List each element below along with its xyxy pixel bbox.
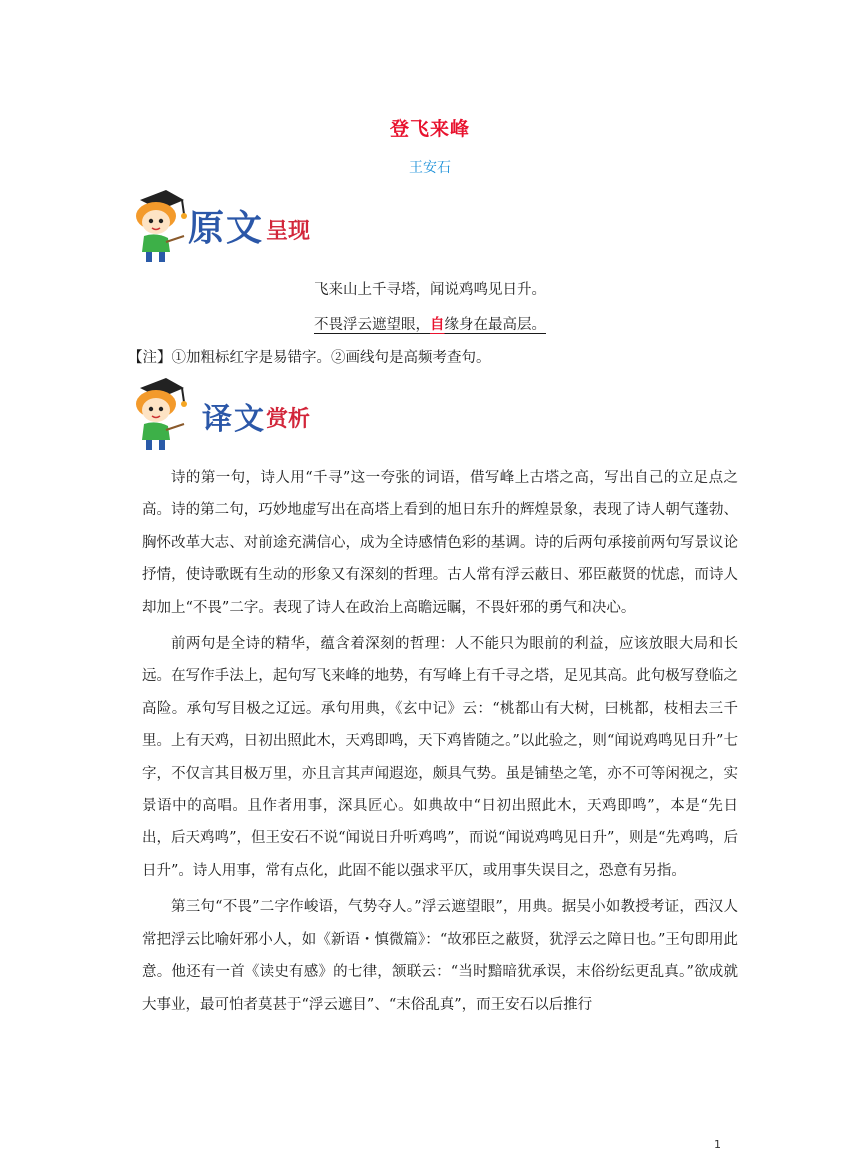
poem-line-1: 飞来山上千寻塔，闻说鸡鸣见日升。	[314, 282, 546, 298]
annotation-note: 【注】①加粗标红字是易错字。②画线句是高频考查句。	[128, 350, 491, 366]
paragraph: 第三句“不畏”二字作峻语，气势夺人。”浮云遮望眼”，用典。据吴小如教授考证，西汉人常把浮云比喻奸邪小人，如《新语・慎微篇》：“故邪臣之蔽贤，犹浮云之障日也。”王句即用此意。他还有一首《读史有感》的七律，颔联云：“当时黯暗犹承误，末俗纷纭更乱真。”欲成就大事业，最可怕者莫甚于“浮云遮目”、“末俗乱真”，而王安石以后推行	[142, 899, 738, 1013]
poem-line-2	[0, 313, 860, 334]
section-title-small: 呈现	[266, 218, 311, 244]
poem-error-prone-char: 自	[430, 316, 445, 333]
cartoon-student-icon	[126, 374, 190, 454]
page-number: 1	[714, 1138, 721, 1151]
section-banner-translation	[126, 374, 346, 454]
cartoon-student-icon	[126, 186, 190, 266]
analysis-body	[142, 462, 738, 1021]
section-title-big: 原文	[188, 207, 265, 249]
paragraph: 前两句是全诗的精华，蕴含着深刻的哲理：人不能只为眼前的利益，应该放眼大局和长远。在写作手法上，起句写飞来峰的地势，有写峰上有千寻之塔，足见其高。此句极写登临之高险。承句写目极之辽远。承句用典，《玄中记》云：“桃都山有大树，曰桃都，枝相去三千里。上有天鸡，日初出照此木，天鸡即鸣，天下鸡皆随之。”以此验之，则“闻说鸡鸣见日升”七字，不仅言其目极万里，亦且言其声闻遐迩，颇具气势。虽是铺垫之笔，亦不可等闲视之，实景语中的高唱。且作者用事，深具匠心。如典故中“日初出照此木，天鸡即鸣”，本是“先日出，后天鸡鸣”，但王安石不说“闻说日升听鸡鸣”，而说“闻说鸡鸣见日升”，则是“先鸡鸣，后日升”。诗人用事，常有点化，此固不能以强求平仄，或用事失误目之，恐意有另指。	[142, 636, 738, 879]
section-title-big: 译文	[202, 402, 266, 437]
paragraph: 诗的第一句，诗人用“千寻”这一夸张的词语，借写峰上古塔之高，写出自己的立足点之高。诗的第二句，巧妙地虚写出在高塔上看到的旭日东升的辉煌景象，表现了诗人朝气蓬勃、胸怀改革大志、对前途充满信心，成为全诗感情色彩的基调。诗的后两句承接前两句写景议论抒情，使诗歌既有生动的形象又有深刻的哲理。古人常有浮云蔽日、邪臣蔽贤的忧虑，而诗人却加上“不畏”二字。表现了诗人在政治上高瞻远瞩，不畏奸邪的勇气和决心。	[142, 470, 738, 616]
section-title-small: 赏析	[266, 406, 311, 432]
poem-title: 登飞来峰	[389, 118, 470, 140]
poem-line-2-before: 不畏浮云遮望眼，	[314, 317, 430, 333]
poem-line-2-after: 缘身在最高层。	[444, 317, 546, 333]
section-banner-original	[126, 186, 346, 266]
poem-author: 王安石	[409, 160, 451, 176]
